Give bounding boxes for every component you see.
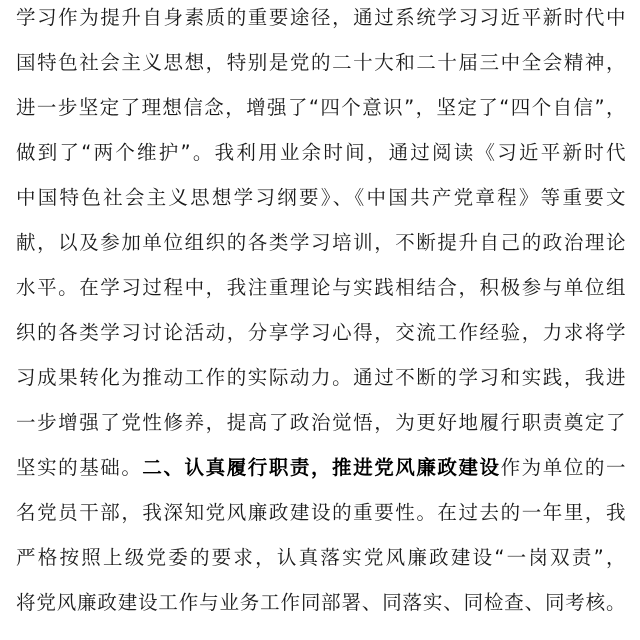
- text-line: [16, 408, 626, 438]
- text-segment: 水平。在学习过程中，我注重理论与实践相结合，积极参与单位组: [16, 276, 626, 299]
- text-segment: 做到了“两个维护”。我利用业余时间，通过阅读《习近平新时代: [16, 141, 626, 164]
- text-segment: 习成果转化为推动工作的实际动力。通过不断的学习和实践，我进: [16, 366, 626, 389]
- text-line: [16, 318, 626, 348]
- text-segment: 中国特色社会主义思想学习纲要》、《中国共产党章程》等重要文: [16, 186, 626, 209]
- text-segment: 学习作为提升自身素质的重要途径，通过系统学习习近平新时代中: [16, 6, 626, 29]
- text-segment: 献，以及参加单位组织的各类学习培训，不断提升自己的政治理论: [16, 231, 626, 254]
- text-segment: 作为单位的一: [500, 456, 626, 479]
- text-line: [16, 228, 626, 258]
- text-segment: 织的各类学习讨论活动，分享学习心得，交流工作经验，力求将学: [16, 321, 626, 344]
- text-line: [16, 453, 626, 483]
- text-segment: 进一步坚定了理想信念，增强了“四个意识”，坚定了“四个自信”，: [16, 96, 626, 119]
- text-line: [16, 183, 626, 213]
- text-line: [16, 543, 626, 573]
- text-line: [16, 48, 626, 78]
- section-heading: 二、认真履行职责，推进党风廉政建设: [142, 456, 501, 479]
- text-line: [16, 363, 626, 393]
- text-line: [16, 588, 626, 618]
- text-segment: 坚实的基础。: [16, 456, 143, 479]
- text-segment: 将党风廉政建设工作与业务工作同部署、同落实、同检查、同考核。: [16, 591, 626, 614]
- text-line: [16, 93, 626, 123]
- text-segment: 名党员干部，我深知党风廉政建设的重要性。在过去的一年里，我: [16, 501, 626, 524]
- text-line: [16, 3, 626, 33]
- text-segment: 一步增强了党性修养，提高了政治觉悟，为更好地履行职责奠定了: [16, 411, 626, 434]
- text-line: [16, 273, 626, 303]
- text-line: [16, 138, 626, 168]
- text-segment: 严格按照上级党委的要求，认真落实党风廉政建设“一岗双责”，: [16, 546, 626, 569]
- text-segment: 国特色社会主义思想，特别是党的二十大和二十届三中全会精神，: [16, 51, 626, 74]
- text-line: [16, 498, 626, 528]
